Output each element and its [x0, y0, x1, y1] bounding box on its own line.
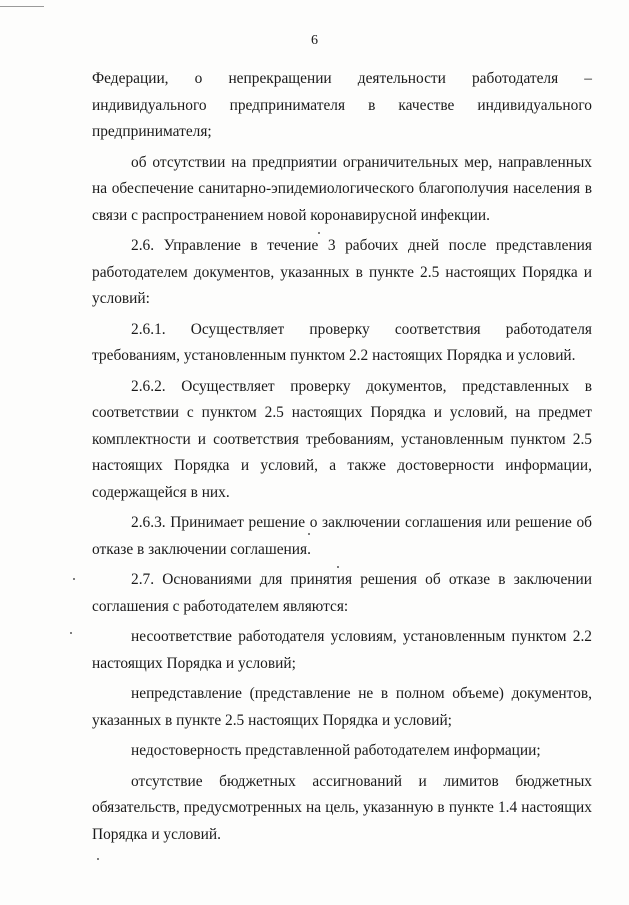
- paragraph-continuation: Федерации, о непрекращении деятельности работодателя – индивидуального предпринимателя в качестве индивидуального предпринимателя;: [92, 70, 592, 140]
- paragraph-clause-2-7: 2.7. Основаниями для принятия решения об отказе в заключении соглашения с работодателем являются:: [92, 571, 592, 615]
- paragraph-clause-2-6-3: 2.6.3. Принимает решение о заключении соглашения или решение об отказе в заключении соглашения.: [92, 514, 592, 558]
- paragraph-clause-2-6: 2.6. Управление в течение 3 рабочих дней после представления работодателем документов, указанных в пункте 2.5 настоящих Порядка и условий:: [92, 237, 592, 307]
- scan-speck: [337, 566, 339, 568]
- scan-artifact-line: [0, 6, 44, 7]
- scan-speck: [97, 858, 99, 860]
- document-body: [92, 66, 592, 852]
- page-number: 6: [311, 33, 318, 48]
- scan-speck: [73, 578, 75, 580]
- scan-speck: [70, 632, 72, 634]
- scan-speck: [308, 533, 310, 535]
- paragraph-list-item: непредставление (представление не в полном объеме) документов, указанных в пункте 2.5 настоящих Порядка и условий;: [92, 685, 592, 729]
- scan-speck: [318, 232, 320, 234]
- paragraph-clause-2-6-2: 2.6.2. Осуществляет проверку документов, представленных в соответствии с пунктом 2.5 настоящих Порядка и условий, на предмет комплектности и соответствия требованиям, установленным пунктом 2.5 настоящих Порядка и условий, а также достоверности информации, содержащейся в них.: [92, 377, 592, 501]
- paragraph: об отсутствии на предприятии ограничительных мер, направленных на обеспечение санитарно-эпидемиологического благополучия населения в связи с распространением новой коронавирусной инфекции.: [92, 153, 592, 224]
- paragraph-list-item: отсутствие бюджетных ассигнований и лимитов бюджетных обязательств, предусмотренных на цель, указанную в пункте 1.4 настоящих Порядка и условий.: [92, 772, 592, 843]
- paragraph-clause-2-6-1: 2.6.1. Осуществляет проверку соответствия работодателя требованиям, установленным пунктом 2.2 настоящих Порядка и условий.: [92, 320, 592, 364]
- paragraph-list-item: недостоверность представленной работодателем информации;: [131, 742, 541, 759]
- paragraph-list-item: несоответствие работодателя условиям, установленным пунктом 2.2 настоящих Порядка и условий;: [92, 628, 592, 672]
